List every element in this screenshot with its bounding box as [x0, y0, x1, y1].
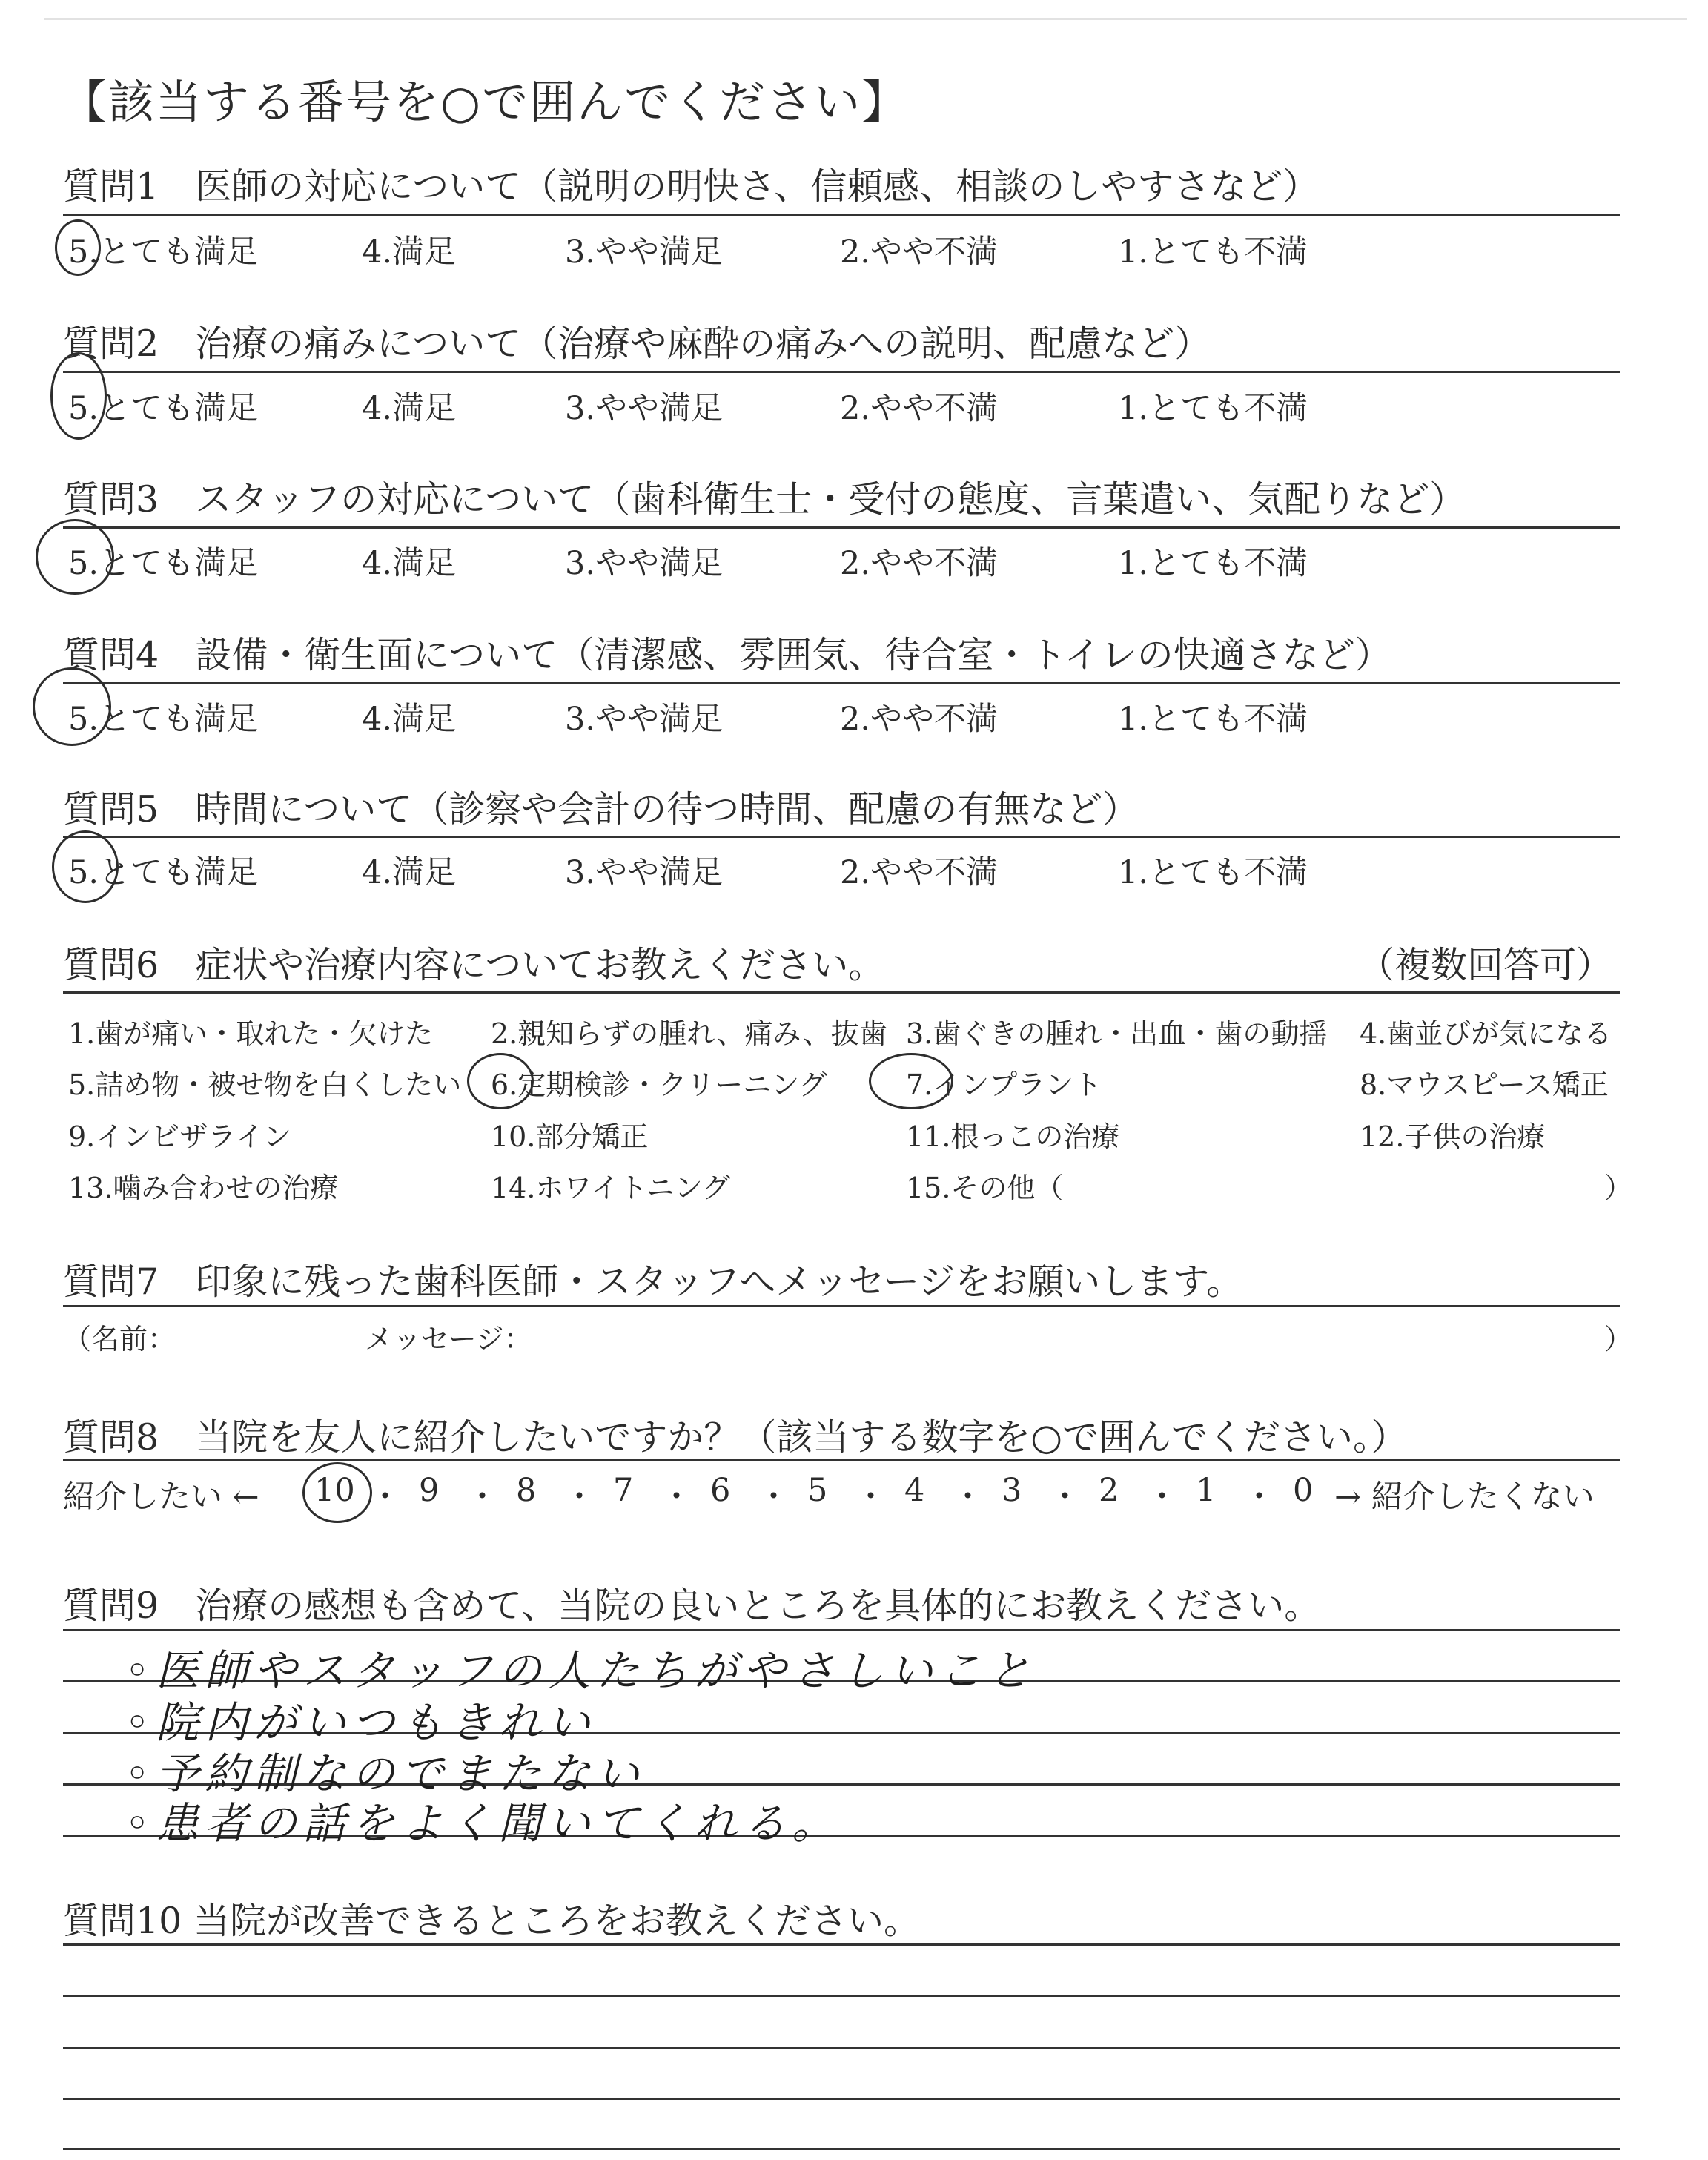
q3-opt-3[interactable]: 3.やや満足: [565, 545, 724, 582]
page-heading: 【該当する番号を○で囲んでください】: [61, 75, 910, 129]
q3-opt-4[interactable]: 4.満足: [362, 545, 457, 582]
q2-opt-4[interactable]: 4.満足: [362, 390, 457, 427]
q1-rule: [63, 214, 1620, 216]
q4-opt-3[interactable]: 3.やや満足: [565, 701, 724, 738]
q3-rule: [63, 526, 1620, 529]
q3-selected-circle: [36, 519, 114, 595]
q8-scale-7[interactable]: 7: [613, 1472, 634, 1509]
q8-scale-separator: ・: [661, 1479, 692, 1516]
q3-title: 質問3 スタッフの対応について（歯科衛生士・受付の態度、言葉遣い、気配りなど）: [63, 478, 1466, 521]
q1-opt-3[interactable]: 3.やや満足: [565, 234, 724, 271]
q6-opt-2[interactable]: 2.親知らずの腫れ、痛み、抜歯: [491, 1017, 887, 1050]
q4-opt-4[interactable]: 4.満足: [362, 701, 457, 738]
q6-opt-14[interactable]: 14.ホワイトニング: [491, 1172, 731, 1204]
q8-scale-separator: ・: [466, 1479, 498, 1516]
q10-rule-2: [63, 1995, 1620, 1997]
q2-title: 質問2 治療の痛みについて（治療や麻酔の痛みへの説明、配慮など）: [63, 323, 1211, 365]
q5-opt-5[interactable]: 5.とても満足: [68, 854, 259, 891]
q8-left-label: 紹介したい ←: [63, 1479, 259, 1516]
q8-scale-separator: ・: [1146, 1479, 1178, 1516]
q3-opt-1[interactable]: 1.とても不満: [1118, 545, 1308, 582]
q10-rule-3: [63, 2047, 1620, 2049]
q4-opt-5[interactable]: 5.とても満足: [68, 701, 259, 738]
q8-scale-4[interactable]: 4: [904, 1472, 925, 1509]
q2-opt-1[interactable]: 1.とても不満: [1118, 390, 1308, 427]
q10-rule-4: [63, 2098, 1620, 2100]
q2-opt-2[interactable]: 2.やや不満: [840, 390, 999, 427]
q9-answer-3: ◦予約制なのでまたない: [125, 1748, 646, 1799]
q8-scale-5[interactable]: 5: [807, 1472, 828, 1509]
q5-opt-1[interactable]: 1.とても不満: [1118, 854, 1308, 891]
q7-message-label: メッセージ：: [365, 1323, 532, 1355]
q6-selected-circle-6: [467, 1053, 534, 1109]
q8-scale-0[interactable]: 0: [1293, 1472, 1314, 1509]
q2-opt-3[interactable]: 3.やや満足: [565, 390, 724, 427]
q6-opt-5[interactable]: 5.詰め物・被せ物を白くしたい: [68, 1069, 462, 1101]
q7-title: 質問7 印象に残った歯科医師・スタッフへメッセージをお願いします。: [63, 1261, 1243, 1303]
q4-rule: [63, 682, 1620, 684]
q2-rule: [63, 371, 1620, 373]
q8-scale-separator: ・: [952, 1479, 984, 1516]
q1-opt-5[interactable]: 5.とても満足: [68, 234, 259, 271]
q8-scale-separator: ・: [758, 1479, 790, 1516]
q6-opt-7[interactable]: 7.インプラント: [906, 1069, 1102, 1101]
q6-opt-8[interactable]: 8.マウスピース矯正: [1360, 1069, 1609, 1101]
q9-answer-4: ◦患者の話をよく聞いてくれる。: [125, 1798, 841, 1849]
q6-rule: [63, 991, 1620, 994]
q5-title: 質問5 時間について（診察や会計の待つ時間、配慮の有無など）: [63, 788, 1139, 830]
q6-multiple-note: （複数回答可）: [1358, 944, 1613, 986]
q8-selected-circle: [302, 1462, 372, 1523]
q6-selected-circle-7: [869, 1053, 953, 1109]
q6-opt-3[interactable]: 3.歯ぐきの腫れ・出血・歯の動揺: [906, 1017, 1328, 1050]
q7-name-label: （名前：: [63, 1323, 176, 1355]
q1-opt-4[interactable]: 4.満足: [362, 234, 457, 271]
q6-opt-9[interactable]: 9.インビザライン: [68, 1120, 292, 1153]
q5-opt-2[interactable]: 2.やや不満: [840, 854, 999, 891]
q2-selected-circle: [50, 352, 107, 440]
q6-opt-4[interactable]: 4.歯並びが気になる: [1360, 1017, 1612, 1050]
q1-opt-1[interactable]: 1.とても不満: [1118, 234, 1308, 271]
q6-opt-1[interactable]: 1.歯が痛い・取れた・欠けた: [68, 1017, 434, 1050]
q8-scale-separator: ・: [369, 1479, 401, 1516]
q5-selected-circle: [52, 830, 119, 903]
q4-opt-2[interactable]: 2.やや不満: [840, 701, 999, 738]
top-edge: [44, 18, 1687, 20]
q8-scale-10[interactable]: 10: [314, 1472, 355, 1509]
q8-scale-separator: ・: [855, 1479, 887, 1516]
q8-scale-6[interactable]: 6: [710, 1472, 731, 1509]
q8-scale-separator: ・: [563, 1479, 595, 1516]
q9-answer-2: ◦院内がいつもきれい: [125, 1697, 597, 1748]
q8-title: 質問8 当院を友人に紹介したいですか？（該当する数字を○で囲んでください。）: [63, 1416, 1408, 1459]
q4-title: 質問4 設備・衛生面について（清潔感、雰囲気、待合室・トイレの快適さなど）: [63, 634, 1391, 676]
q4-selected-circle: [33, 667, 111, 746]
q3-opt-5[interactable]: 5.とても満足: [68, 545, 259, 582]
q8-right-label: → 紹介したくない: [1334, 1479, 1595, 1516]
q6-opt-13[interactable]: 13.噛み合わせの治療: [68, 1172, 339, 1204]
q8-scale-separator: ・: [1049, 1479, 1081, 1516]
q9-rule-1: [63, 1629, 1620, 1631]
q6-opt-6[interactable]: 6.定期検診・クリーニング: [491, 1069, 827, 1101]
q10-rule-5: [63, 2148, 1620, 2150]
q8-rule: [63, 1459, 1620, 1461]
q8-scale-1[interactable]: 1: [1196, 1472, 1217, 1509]
q8-scale-2[interactable]: 2: [1099, 1472, 1119, 1509]
q8-scale-3[interactable]: 3: [1002, 1472, 1022, 1509]
q6-other-close-paren: ）: [1604, 1172, 1633, 1204]
q10-rule-1: [63, 1943, 1620, 1946]
q1-title: 質問1 医師の対応について（説明の明快さ、信頼感、相談のしやすさなど）: [63, 165, 1320, 208]
q6-opt-10[interactable]: 10.部分矯正: [491, 1120, 649, 1153]
q4-opt-1[interactable]: 1.とても不満: [1118, 701, 1308, 738]
q2-opt-5[interactable]: 5.とても満足: [68, 390, 259, 427]
q6-opt-11[interactable]: 11.根っこの治療: [906, 1120, 1120, 1153]
q5-opt-4[interactable]: 4.満足: [362, 854, 457, 891]
q6-opt-15[interactable]: 15.その他（: [906, 1172, 1064, 1204]
q5-rule: [63, 836, 1620, 838]
q6-title: 質問6 症状や治療内容についてお教えください。: [63, 944, 885, 986]
q10-title: 質問10 当院が改善できるところをお教えください。: [63, 1900, 920, 1942]
q5-opt-3[interactable]: 3.やや満足: [565, 854, 724, 891]
q8-scale-separator: ・: [1243, 1479, 1275, 1516]
q8-scale-9[interactable]: 9: [419, 1472, 440, 1509]
q8-scale-8[interactable]: 8: [516, 1472, 537, 1509]
q9-title: 質問9 治療の感想も含めて、当院の良いところを具体的にお教えください。: [63, 1585, 1321, 1627]
q7-rule: [63, 1305, 1620, 1307]
q1-selected-circle: [55, 219, 101, 276]
q7-close-paren: ）: [1604, 1323, 1633, 1355]
q9-answer-1: ◦医師やスタッフの人たちがやさしいこと: [125, 1645, 1037, 1696]
q6-opt-12[interactable]: 12.子供の治療: [1360, 1120, 1546, 1153]
q1-opt-2[interactable]: 2.やや不満: [840, 234, 999, 271]
q3-opt-2[interactable]: 2.やや不満: [840, 545, 999, 582]
